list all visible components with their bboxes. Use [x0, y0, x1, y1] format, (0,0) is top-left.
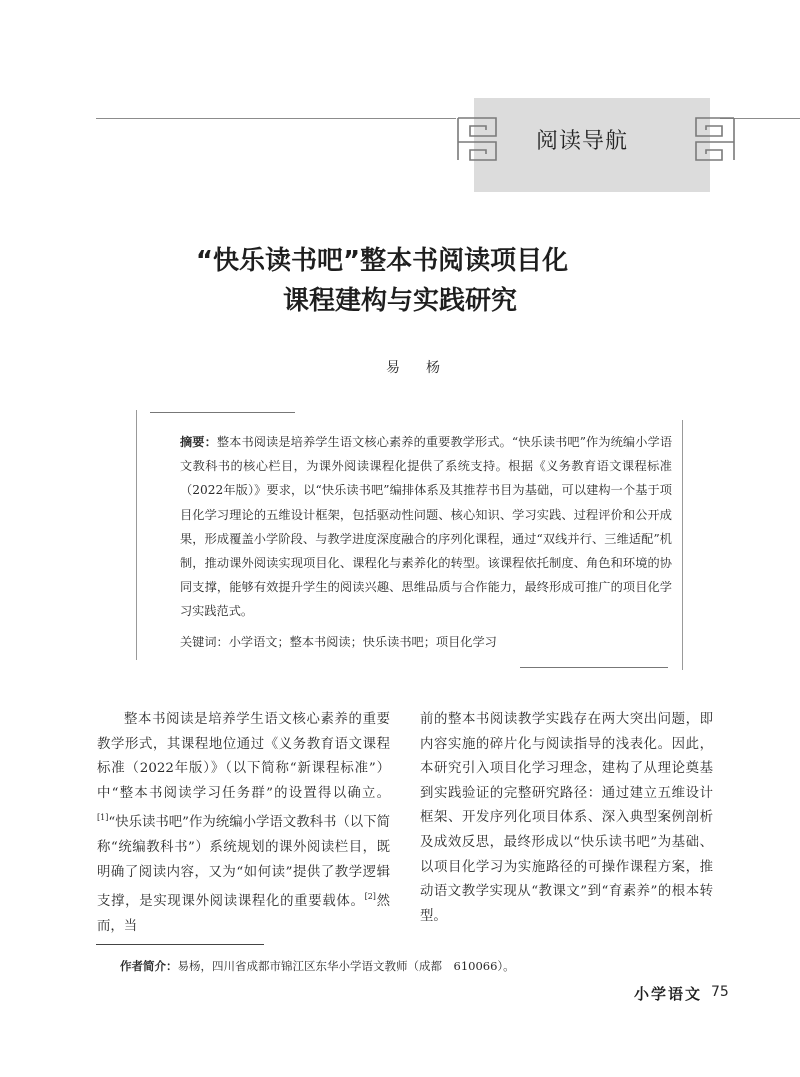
- article-title-line2: 课程建构与实践研究: [282, 286, 517, 316]
- footnote-label: 作者简介：: [120, 959, 178, 973]
- citation: [2]: [364, 892, 376, 902]
- body-text: 整本书阅读是培养学生语文核心素养的重要教学形式，其课程地位通过《义务教育语文课程标准（2022年版）》（以下简称“新课程标准”）中“整本书阅读学习任务群”的设置得以确立。: [97, 712, 390, 801]
- body-text: 前的整本书阅读教学实践存在两大突出问题，即内容实施的碎片化与阅读指导的浅表化。因此，本研究引入项目化学习理念，建构了从理论奠基到实践验证的完整研究路径：通过建立五维设计框架、开发序列化项目体系、深入典型案例剖析及成效反思，最终形成以“快乐读书吧”为基础、以项目化学习为实施路径的可操作课程方案，推动语文教学实现从“教课文”到“育素养”的根本转型。: [420, 712, 713, 924]
- abstract: [150, 430, 672, 624]
- fret-ornament-icon: [456, 112, 500, 164]
- abstract-bar-left: [136, 410, 137, 660]
- fret-ornament-icon: [692, 112, 736, 164]
- footnote-rule: [96, 944, 264, 945]
- footnote-text: 易杨，四川省成都市锦江区东华小学语文教师（成都 610066）。: [177, 959, 515, 973]
- author-name: 易杨: [386, 360, 466, 376]
- page-number: 75: [711, 984, 729, 1000]
- header-rule-left: [96, 118, 456, 119]
- journal-name: 小学语文: [634, 985, 703, 1003]
- abstract-label: 摘要：: [180, 435, 217, 449]
- footnote: [120, 958, 515, 974]
- abstract-bar-right: [682, 420, 683, 670]
- keywords: [180, 633, 497, 650]
- body-column-left: [97, 708, 390, 939]
- body-column-right: [420, 708, 713, 929]
- keywords-text: 小学语文；整本书阅读；快乐读书吧；项目化学习: [228, 635, 497, 649]
- abstract-text: 整本书阅读是培养学生语文核心素养的重要教学形式。“快乐读书吧”作为统编小学语文教科书的核心栏目，为课外阅读课程化提供了系统支持。根据《义务教育语文课程标准（2022年版）》要求，以“快乐读书吧”编排体系及其推荐书目为基础，可以建构一个基于项目化学习理论的五维设计框架，包括驱动性问题、核心知识、学习实践、过程评价和公开成果，形成覆盖小学阶段、与教学进度深度融合的序列化课程，通过“双线并行、三维适配”机制，推动课外阅读实现项目化、课程化与素养化的转型。该课程依托制度、角色和环境的协同支撑，能够有效提升学生的阅读兴趣、思维品质与合作能力，最终形成可推广的项目化学习实践范式。: [180, 435, 673, 619]
- abstract-rule-top: [150, 412, 295, 413]
- article-title-line1: “快乐读书吧”整本书阅读项目化: [195, 246, 569, 276]
- keywords-label: 关键词：: [180, 635, 229, 649]
- section-label: 阅读导航: [536, 129, 629, 154]
- abstract-rule-bottom: [520, 667, 668, 668]
- citation: [1]: [97, 813, 109, 823]
- body-text: “快乐读书吧”作为统编小学语文教科书（以下简称“统编教科书”）系统规划的课外阅读栏目，既明确了阅读内容，又为“如何读”提供了教学逻辑支撑，是实现课外阅读课程化的重要载体。: [97, 815, 390, 910]
- body-text: 然而，当: [97, 894, 391, 934]
